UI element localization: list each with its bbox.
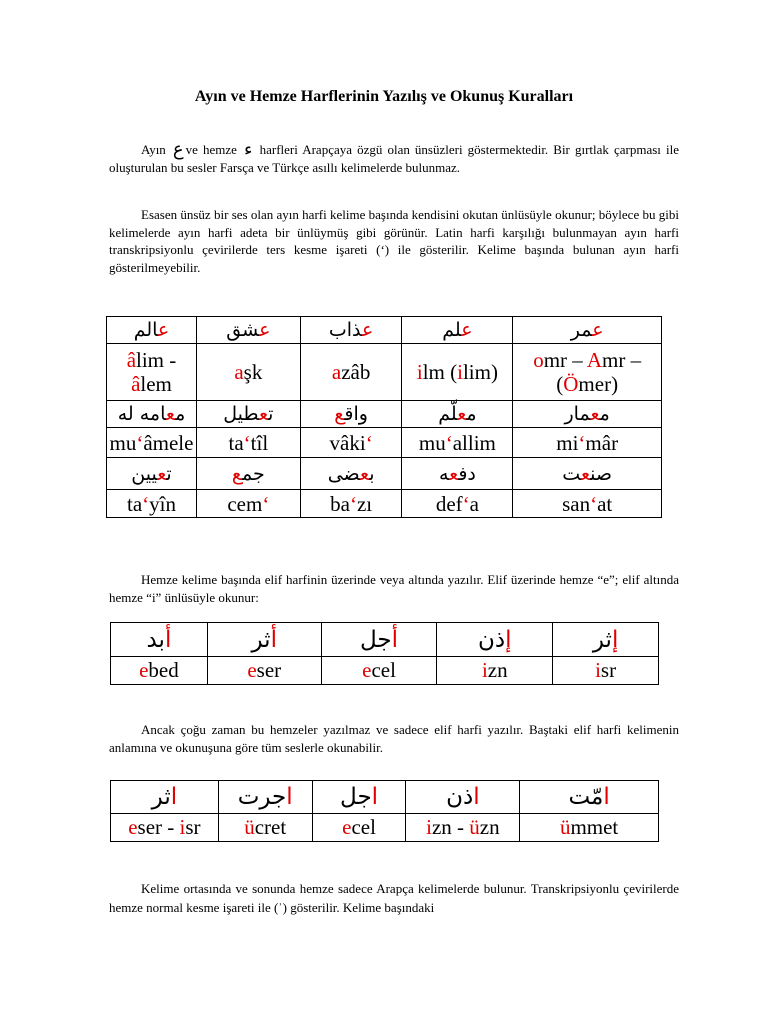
table-cell (300, 458, 402, 490)
highlighted-letter: ع (157, 462, 167, 485)
cell-text: allim (452, 430, 496, 455)
highlighted-letter: i (481, 658, 488, 682)
table-cell (107, 401, 197, 428)
table-cell (321, 657, 437, 685)
highlighted-letter: ع (334, 403, 345, 425)
cell-text: مر (570, 319, 593, 341)
cell-text: ت (562, 462, 581, 485)
table-cell (520, 814, 659, 842)
table-cell (300, 401, 402, 428)
highlighted-letter: i (426, 815, 432, 839)
highlighted-letter: ع (157, 319, 170, 341)
paragraph-4 (109, 721, 679, 756)
cell-text: cem (227, 491, 263, 516)
cell-text: مار (564, 403, 591, 425)
cell-text: mr – ( (556, 348, 642, 396)
highlighted-letter: ع (461, 319, 473, 341)
cell-text: ser (256, 658, 282, 682)
highlighted-letter: ع (360, 462, 370, 485)
table-cell (111, 657, 208, 685)
highlighted-letter: e (362, 658, 372, 682)
cell-text: zn (479, 815, 500, 839)
cell-text: م (599, 403, 610, 425)
table-cell (513, 428, 662, 458)
table-cell (107, 490, 197, 518)
table-cell (107, 317, 197, 344)
table-cell (300, 428, 402, 458)
table-cell (321, 623, 437, 657)
highlighted-letter: â (126, 348, 137, 372)
highlighted-letter: a (234, 360, 244, 384)
cell-text: cel (371, 658, 396, 682)
highlighted-letter: ‘ (243, 430, 251, 455)
p3-text: Hemze kelime başında elif harfinin üzerinde veya altında yazılır. Elif üzerinde hemze “e”; elif altında hemze “i” ünlüsüyle okunur: (109, 572, 679, 605)
cell-text: ta (228, 430, 244, 455)
cell-text: جل (340, 784, 372, 810)
table-cell (196, 458, 300, 490)
cell-text: ser - (137, 815, 180, 839)
cell-text: ضى (327, 462, 361, 485)
cell-text: mer) (578, 372, 619, 396)
table-cell (513, 344, 662, 401)
highlighted-letter: o (533, 348, 544, 372)
highlighted-letter: e (128, 815, 138, 839)
p2-text: Esasen ünsüz bir ses olan ayın harfi kelime başında kendisini okutan ünlüsüyle okunur; böylece bu gibi kelimelerde ayın harfi adeta bir ünlüymüş gibi görünür. Latin harfi karşılığı bulunmayan ayın harfi transkripsiyonlu çevirilerde ters kesme işareti (‘) ile gösterilir. Kelime başında bulunan ayın harfi gösterilmeyebilir. (109, 207, 679, 275)
highlighted-letter: ع (449, 462, 459, 485)
cell-text: vâki (329, 430, 366, 455)
cell-text: لّم (438, 403, 458, 425)
cell-text: san (562, 491, 591, 516)
table-cell (107, 428, 197, 458)
cell-text: lim) (462, 360, 498, 384)
cell-text: م (175, 403, 186, 425)
cell-text: şk (243, 360, 263, 384)
highlighted-letter: إ (505, 626, 512, 653)
highlighted-letter: i (416, 360, 423, 384)
highlighted-letter: ‘ (462, 491, 470, 516)
highlighted-letter: ع (231, 462, 243, 485)
hemze-letter: ء (244, 139, 253, 160)
table-cell (207, 657, 321, 685)
table-cell (437, 657, 553, 685)
cell-text: امه له (117, 403, 166, 425)
page-title: Ayın ve Hemze Harflerinin Yazılış ve Okunuş Kuralları (194, 88, 574, 105)
highlighted-letter: ‘ (136, 430, 144, 455)
hemze-table (110, 622, 659, 685)
highlighted-letter: ع (362, 319, 374, 341)
highlighted-letter: ع (590, 403, 600, 425)
cell-text: ta (126, 491, 143, 516)
highlighted-letter: e (247, 658, 257, 682)
highlighted-letter: ع (258, 403, 269, 425)
cell-text: tîl (250, 430, 269, 455)
table-cell (406, 814, 520, 842)
highlighted-letter: ا (473, 784, 480, 810)
cell-text: cel (351, 815, 376, 839)
cell-text: لم (442, 319, 462, 341)
cell-text: ذن (478, 626, 506, 653)
highlighted-letter: ü (469, 815, 480, 839)
highlighted-letter: ‘ (365, 430, 373, 455)
table-cell (196, 428, 300, 458)
highlighted-letter: ‘ (445, 430, 453, 455)
cell-text: mmet (570, 815, 619, 839)
cell-text: mâr (585, 430, 619, 455)
highlighted-letter: ‘ (578, 430, 586, 455)
highlighted-letter: i (457, 360, 463, 384)
highlighted-letter: e (342, 815, 352, 839)
highlighted-letter: i (179, 815, 186, 839)
highlighted-letter: ü (559, 815, 571, 839)
table-cell (218, 781, 312, 814)
cell-text: mi (556, 430, 579, 455)
table-cell (513, 458, 662, 490)
ayin-letter: ع (172, 139, 184, 160)
cell-text: شق (226, 319, 260, 341)
highlighted-letter: ‘ (142, 491, 150, 516)
cell-text: ذاب (328, 319, 362, 341)
highlighted-letter: ا (286, 784, 293, 810)
table-cell (312, 814, 406, 842)
cell-text: يين (131, 462, 158, 485)
highlighted-letter: A (586, 348, 603, 372)
cell-text: zn - (431, 815, 470, 839)
table-cell (107, 344, 197, 401)
cell-text: âmele (143, 430, 194, 455)
cell-text: جم (242, 462, 265, 485)
p1-hemze-label: ve hemze (185, 142, 237, 157)
table-cell (437, 623, 553, 657)
cell-text: zâb (341, 360, 371, 384)
highlighted-letter: a (331, 360, 342, 384)
cell-text: ت (166, 462, 172, 485)
highlighted-letter: ‘ (590, 491, 598, 516)
cell-text: lem (140, 372, 172, 396)
highlighted-letter: ‘ (262, 491, 270, 516)
cell-text: ب (369, 462, 375, 485)
cell-text: جل (360, 626, 392, 653)
table-cell (196, 401, 300, 428)
table-cell (520, 781, 659, 814)
cell-text: بد (146, 626, 165, 653)
table-cell (300, 317, 402, 344)
table-cell (196, 490, 300, 518)
table-cell (513, 490, 662, 518)
highlighted-letter: ü (244, 815, 255, 839)
p1-ayin-label: Ayın (141, 142, 166, 157)
highlighted-letter: Ö (563, 372, 579, 396)
table-cell (196, 344, 300, 401)
table-cell (406, 781, 520, 814)
cell-text: واق (344, 403, 368, 425)
table-cell (207, 623, 321, 657)
cell-text: الم (133, 319, 158, 341)
paragraph-1 (109, 141, 679, 176)
ayin-table (106, 316, 662, 518)
cell-text: sr (600, 658, 617, 682)
table-cell (107, 458, 197, 490)
table-cell (196, 317, 300, 344)
table-cell (111, 781, 219, 814)
table-cell (513, 401, 662, 428)
p5-text: Kelime ortasında ve sonunda hemze sadece Arapça kelimelerde bulunur. Transkripsiyonlu çevirilerde hemze normal kesme işareti ile (ʾ) gösterilir. Kelime başındaki (109, 881, 679, 915)
cell-text: جرت (237, 784, 287, 810)
p1-text: harfleri Arapçaya özgü olan ünsüzleri göstermektedir. Bir gırtlak çarpması ile oluşturulan bu sesler Farsça ve Türkçe asıllı kelimelerde bulunmaz. (109, 142, 679, 175)
cell-text: cret (254, 815, 287, 839)
highlighted-letter: i (595, 658, 601, 682)
table-cell (402, 317, 513, 344)
highlighted-letter: إ (611, 626, 619, 653)
cell-text: ذن (446, 784, 474, 810)
table-cell (402, 490, 513, 518)
table-cell (402, 344, 513, 401)
table-cell (111, 623, 208, 657)
highlighted-letter: أ (270, 626, 277, 653)
paragraph-3 (109, 571, 679, 606)
paragraph-2 (109, 206, 679, 276)
highlighted-letter: ع (580, 462, 591, 485)
table-cell (402, 428, 513, 458)
highlighted-letter: أ (391, 626, 399, 653)
cell-text: def (435, 491, 463, 516)
highlighted-letter: ع (457, 403, 467, 425)
cell-text: mr – (543, 348, 587, 372)
table-cell (553, 623, 659, 657)
table-cell (402, 401, 513, 428)
highlighted-letter: ع (165, 403, 176, 425)
highlighted-letter: ا (603, 784, 610, 810)
cell-text: مّت (568, 784, 604, 810)
cell-text: ثر (251, 626, 271, 653)
cell-text: at (597, 491, 613, 516)
cell-text: دف (458, 462, 476, 485)
table-cell (402, 458, 513, 490)
highlighted-letter: ا (371, 784, 379, 810)
elif-table (110, 780, 659, 842)
highlighted-letter: ع (259, 319, 271, 341)
cell-text: ثر (592, 626, 612, 653)
table-cell (513, 317, 662, 344)
cell-text: sr (185, 815, 201, 839)
cell-text: صن (590, 462, 613, 485)
highlighted-letter: e (139, 658, 149, 682)
cell-text: ba (330, 491, 350, 516)
cell-text: mu (109, 430, 137, 455)
highlighted-letter: ا (170, 784, 178, 810)
cell-text: ثر (151, 784, 171, 810)
highlighted-letter: ع (592, 319, 604, 341)
cell-text: م (466, 403, 477, 425)
table-cell (312, 781, 406, 814)
cell-text: lim - (136, 348, 177, 372)
paragraph-5 (109, 879, 679, 917)
table-cell (111, 814, 219, 842)
table-cell (300, 344, 402, 401)
cell-text: ه (438, 462, 450, 485)
cell-text: a (469, 491, 479, 516)
highlighted-letter: أ (164, 626, 172, 653)
cell-text: zn (487, 658, 508, 682)
table-cell (218, 814, 312, 842)
cell-text: ت (268, 403, 274, 425)
cell-text: bed (148, 658, 179, 682)
highlighted-letter: â (131, 372, 141, 396)
table-cell (300, 490, 402, 518)
cell-text: mu (418, 430, 446, 455)
cell-text: lm ( (422, 360, 458, 384)
cell-text: zı (356, 491, 373, 516)
highlighted-letter: ‘ (349, 491, 357, 516)
cell-text: yîn (149, 491, 176, 516)
table-cell (553, 657, 659, 685)
p4-text: Ancak çoğu zaman bu hemzeler yazılmaz ve sadece elif harfi yazılır. Baştaki elif harfi kelimenin anlamına ve okunuşuna göre tüm seslerle okunabilir. (109, 722, 679, 755)
cell-text: طيل (223, 403, 259, 425)
